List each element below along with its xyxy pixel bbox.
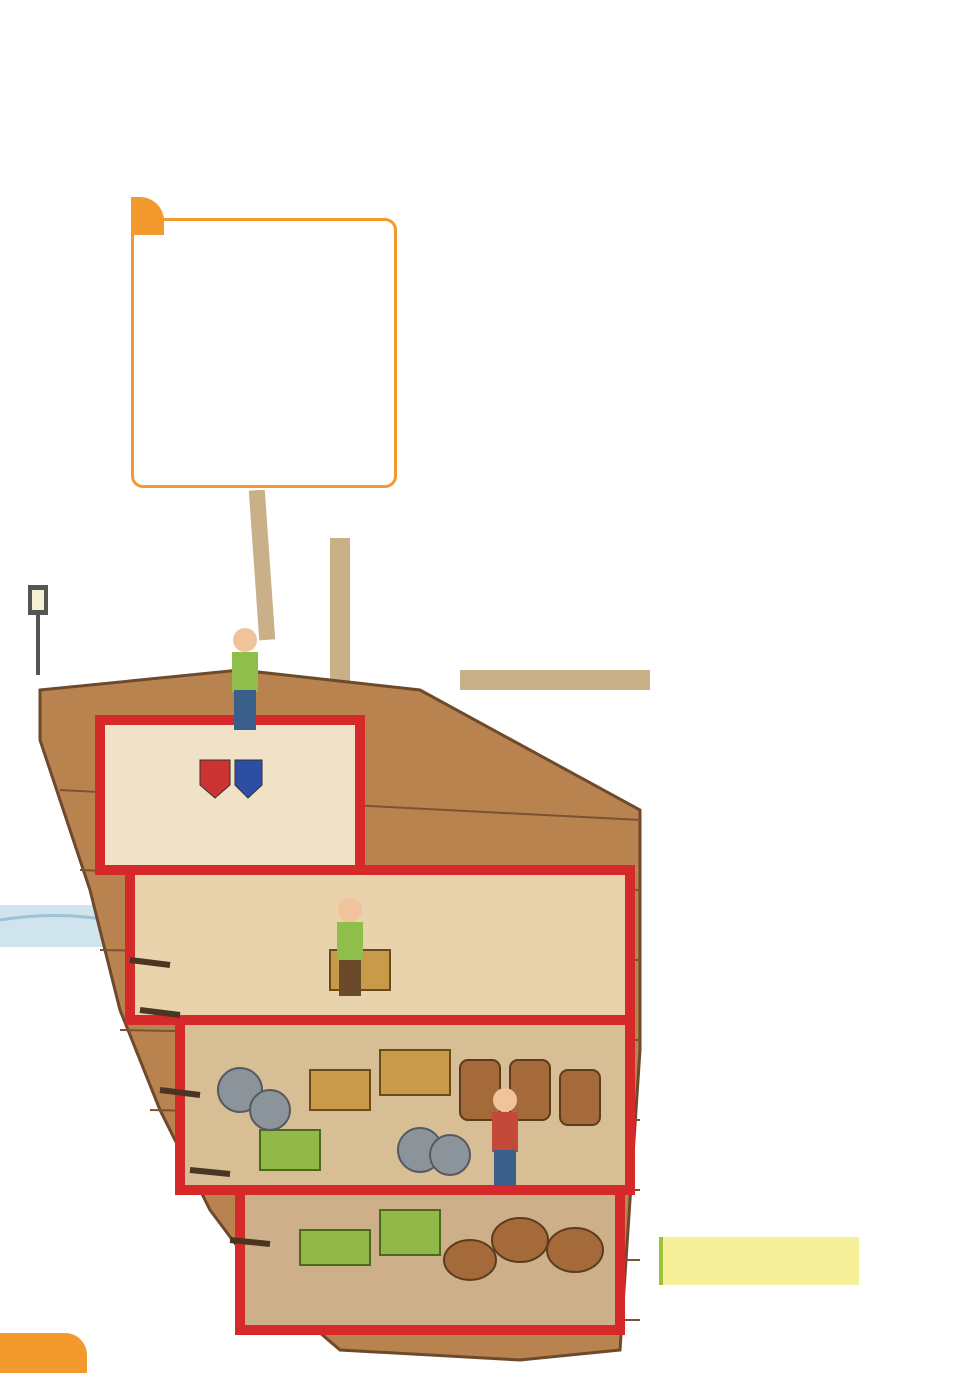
mast-bowsprit bbox=[249, 490, 275, 640]
sailor-figure-top bbox=[232, 628, 258, 730]
mid-deck bbox=[130, 870, 630, 1020]
illustration-caption bbox=[659, 1237, 859, 1285]
sailor-figure-hold bbox=[492, 1088, 518, 1186]
upper-cabin bbox=[100, 720, 360, 870]
fact-box bbox=[131, 218, 397, 488]
lantern-icon bbox=[28, 585, 48, 675]
caravel-illustration bbox=[0, 490, 660, 1373]
fact-box-label bbox=[131, 197, 164, 235]
sailor-figure-mid bbox=[337, 898, 363, 996]
page-number bbox=[0, 1333, 87, 1373]
